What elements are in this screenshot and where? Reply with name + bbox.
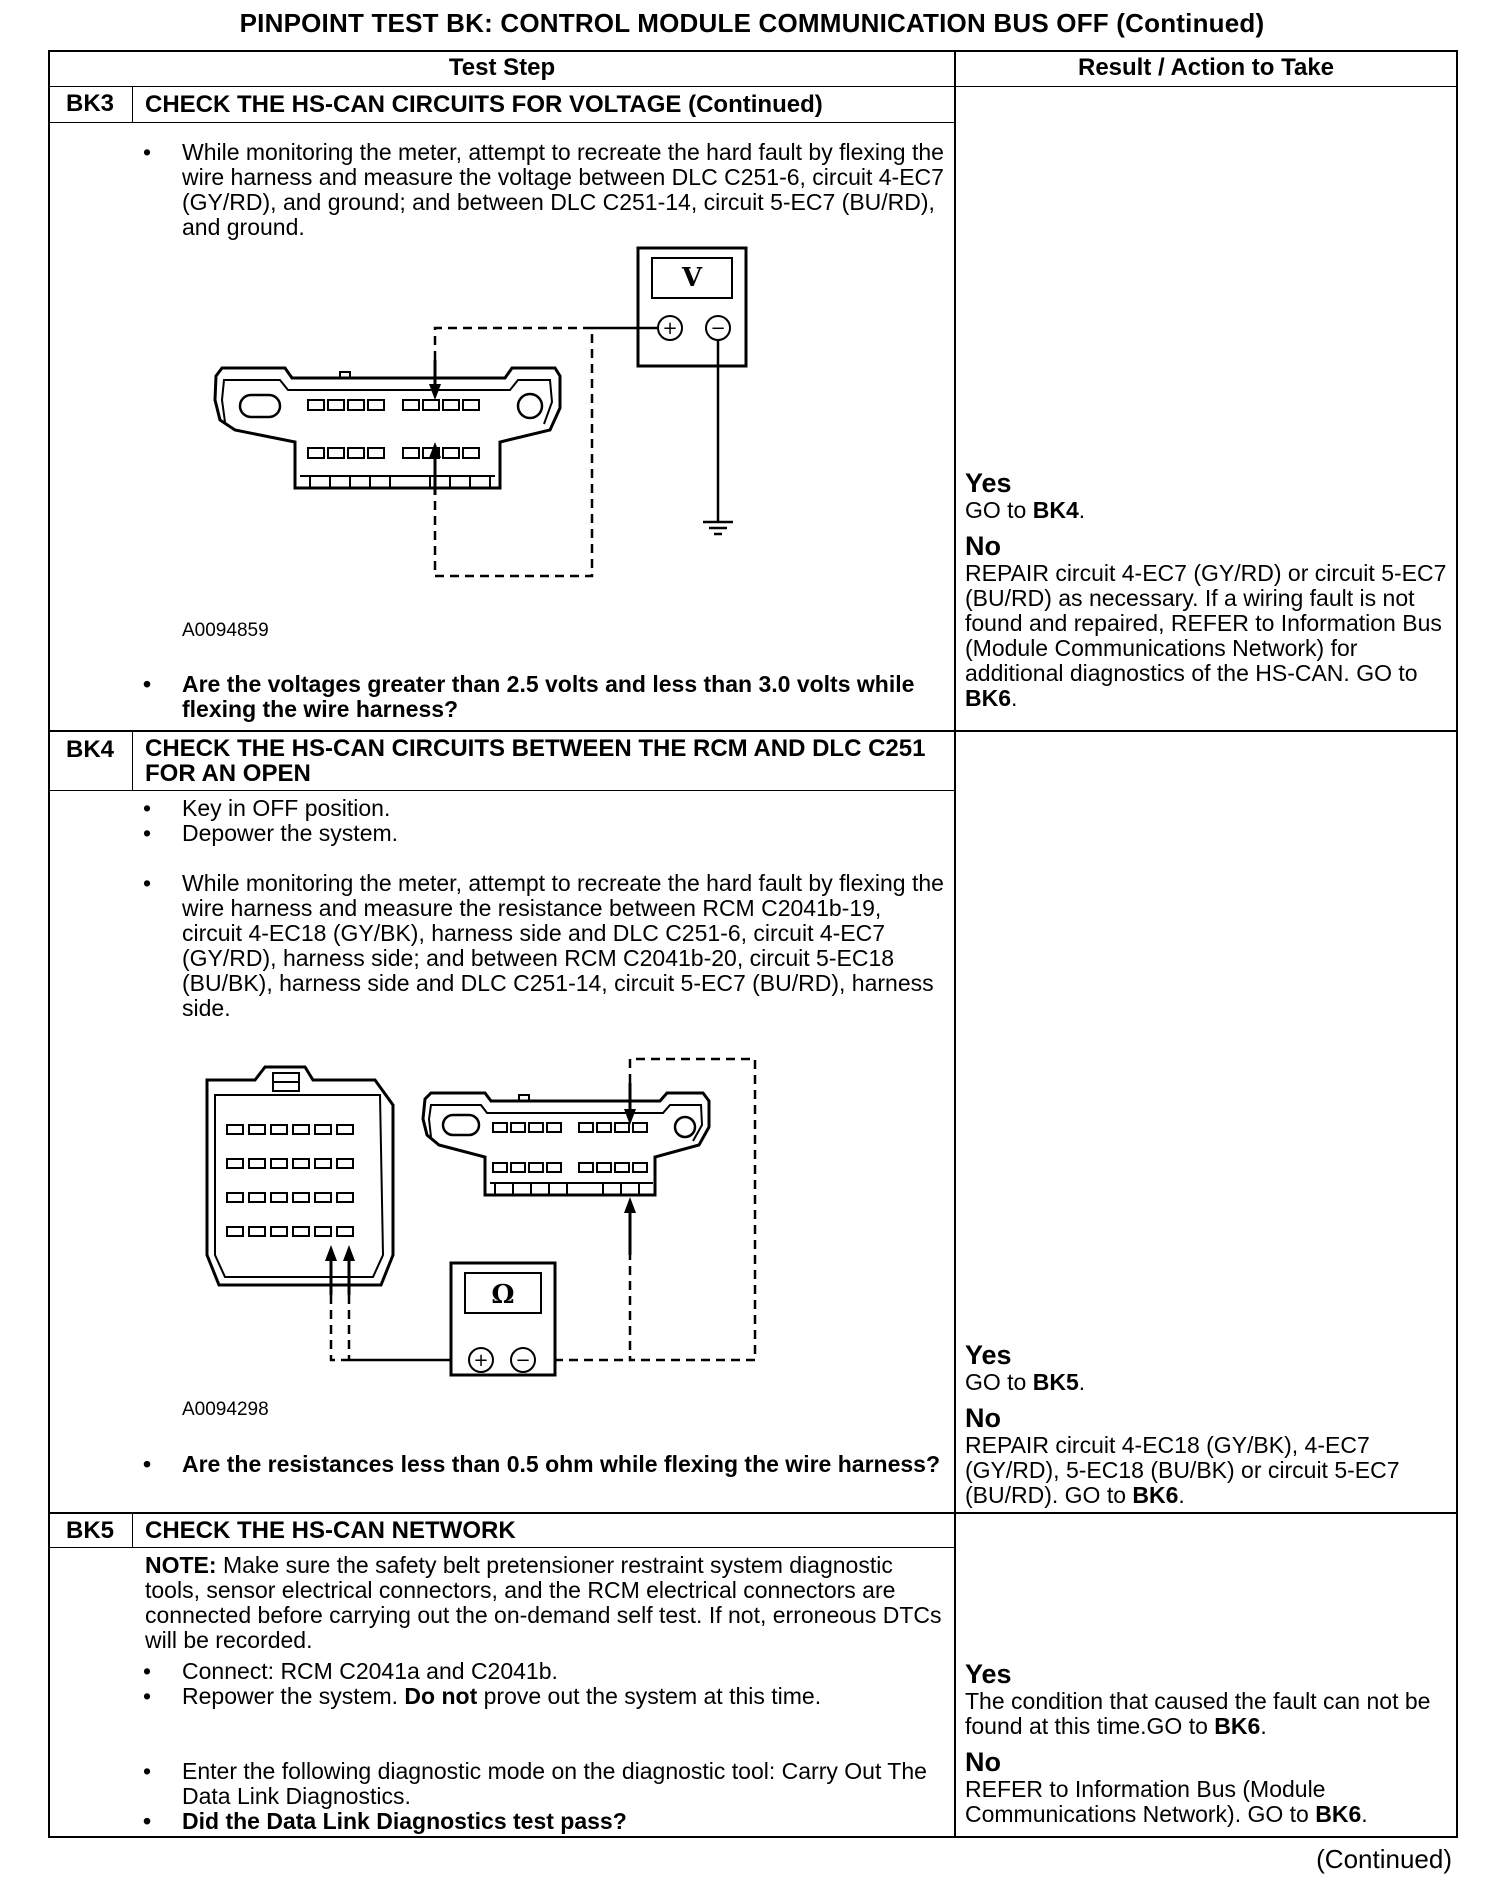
bullet-dot: • (143, 1758, 152, 1784)
bullet-text: While monitoring the meter, attempt to recreate the hard fault by flexing the wire harness and measure the resistance between RCM C2041b-19, circuit 4-EC18 (GY/BK), harness side and DLC C251-6, circuit 4-EC7 (GY/RD), harness side; and between RCM C2041b-20, circuit 5-EC18 (BU/BK), harness side and DLC C251-14, circuit 5-EC7 (BU/RD), harness side. (182, 870, 944, 1021)
page-title: PINPOINT TEST BK: CONTROL MODULE COMMUNICATION BUS OFF (Continued) (239, 8, 1265, 38)
no-action: REPAIR circuit 4-EC7 (GY/RD) or circuit 5-EC7 (BU/RD) as necessary. If a wiring fault is not found and repaired, REFER to Information Bus (Module Communications Network) for additional diagnostics of the HS-CAN. GO to BK6. (965, 560, 1447, 711)
bullet-dot: • (143, 1451, 152, 1477)
bk5-note (145, 1553, 945, 1653)
no-label: No (965, 531, 1001, 561)
figure-id-bk3: A0094859 (182, 620, 269, 641)
step-title-bk4: CHECK THE HS-CAN CIRCUITS BETWEEN THE RCM AND DLC C251 FOR AN OPEN (145, 735, 926, 787)
question-text: Are the resistances less than 0.5 ohm while flexing the wire harness? (182, 1451, 940, 1477)
meter-symbol: Ω (491, 1280, 515, 1310)
bullet-dot: • (143, 1683, 152, 1709)
header-result: Result / Action to Take (1077, 54, 1335, 81)
bullet-text: Connect: RCM C2041a and C2041b. (182, 1658, 558, 1684)
bk5-bullet-3 (140, 1759, 946, 1809)
yes-action: GO to BK5. (965, 1369, 1086, 1395)
bk3-bullet-1 (140, 140, 946, 240)
yes-action: The condition that caused the fault can not be found at this time.GO to BK6. (965, 1688, 1431, 1739)
result-bk5 (965, 1659, 1455, 1835)
no-label: No (965, 1747, 1001, 1777)
yes-label: Yes (965, 468, 1012, 498)
ohmmeter-rcm-dlc-diagram (195, 1055, 775, 1395)
bullet-text: Enter the following diagnostic mode on the diagnostic tool: Carry Out The Data Link Diagnostics. (182, 1758, 927, 1809)
continued-footer: (Continued) (1316, 1844, 1452, 1874)
step-title-bk5: CHECK THE HS-CAN NETWORK (145, 1517, 516, 1544)
figure-id-bk4: A0094298 (182, 1399, 269, 1420)
question-text: Did the Data Link Diagnostics test pass? (182, 1808, 627, 1834)
question-text: Are the voltages greater than 2.5 volts and less than 3.0 volts while flexing the wire harness? (182, 671, 915, 722)
note-label: NOTE: (145, 1552, 217, 1578)
bullet-dot: • (143, 671, 152, 697)
header-test-step: Test Step (448, 54, 556, 81)
result-bk4 (965, 1340, 1455, 1516)
bk4-bullet-3 (140, 871, 946, 1021)
bullet-dot: • (143, 139, 152, 165)
bk3-question (140, 672, 946, 722)
plus-terminal: + (662, 318, 678, 339)
step-code-bk5: BK5 (65, 1517, 114, 1544)
yes-label: Yes (965, 1340, 1012, 1370)
plus-terminal: + (473, 1350, 489, 1371)
bullet-text: While monitoring the meter, attempt to recreate the hard fault by flexing the wire harness and measure the voltage between DLC C251-6, circuit 4-EC7 (GY/RD), and ground; and between DLC C251-14, circuit 5-EC7 (BU/RD), and ground. (182, 139, 944, 240)
no-action: REFER to Information Bus (Module Communications Network). GO to BK6. (965, 1776, 1368, 1827)
no-label: No (965, 1403, 1001, 1433)
minus-terminal: − (515, 1350, 531, 1371)
bk4-bullet-1 (140, 796, 946, 821)
note-text: Make sure the safety belt pretensioner restraint system diagnostic tools, sensor electrical connectors, and the RCM electrical connectors are connected before carrying out the on-demand self test. If not, erroneous DTCs will be recorded. (145, 1552, 942, 1653)
bullet-dot: • (143, 1808, 152, 1834)
bullet-dot: • (143, 820, 152, 846)
bk4-question (140, 1452, 946, 1477)
bk4-bullet-2 (140, 821, 946, 846)
bk5-question (140, 1809, 946, 1834)
bk5-bullet-2 (140, 1684, 946, 1709)
bullet-dot: • (143, 870, 152, 896)
step-code-bk4: BK4 (65, 736, 114, 763)
no-action: REPAIR circuit 4-EC18 (GY/BK), 4-EC7 (GY/RD), 5-EC18 (BU/BK) or circuit 5-EC7 (BU/RD). GO to BK6. (965, 1432, 1400, 1508)
step-code-bk3: BK3 (65, 90, 114, 117)
yes-action: GO to BK4. (965, 497, 1086, 523)
bullet-dot: • (143, 1658, 152, 1684)
yes-label: Yes (965, 1659, 1012, 1689)
step-title-bk3: CHECK THE HS-CAN CIRCUITS FOR VOLTAGE (Continued) (145, 91, 823, 118)
bullet-text: Key in OFF position. (182, 795, 391, 821)
voltmeter-dlc-diagram (200, 263, 760, 590)
minus-terminal: − (710, 318, 726, 339)
meter-symbol: V (681, 263, 703, 293)
bullet-dot: • (143, 795, 152, 821)
bullet-text: Depower the system. (182, 820, 399, 846)
bullet-text: Repower the system. Do not prove out the system at this time. (182, 1683, 822, 1709)
result-bk3 (965, 468, 1455, 719)
bk5-bullet-1 (140, 1659, 946, 1684)
